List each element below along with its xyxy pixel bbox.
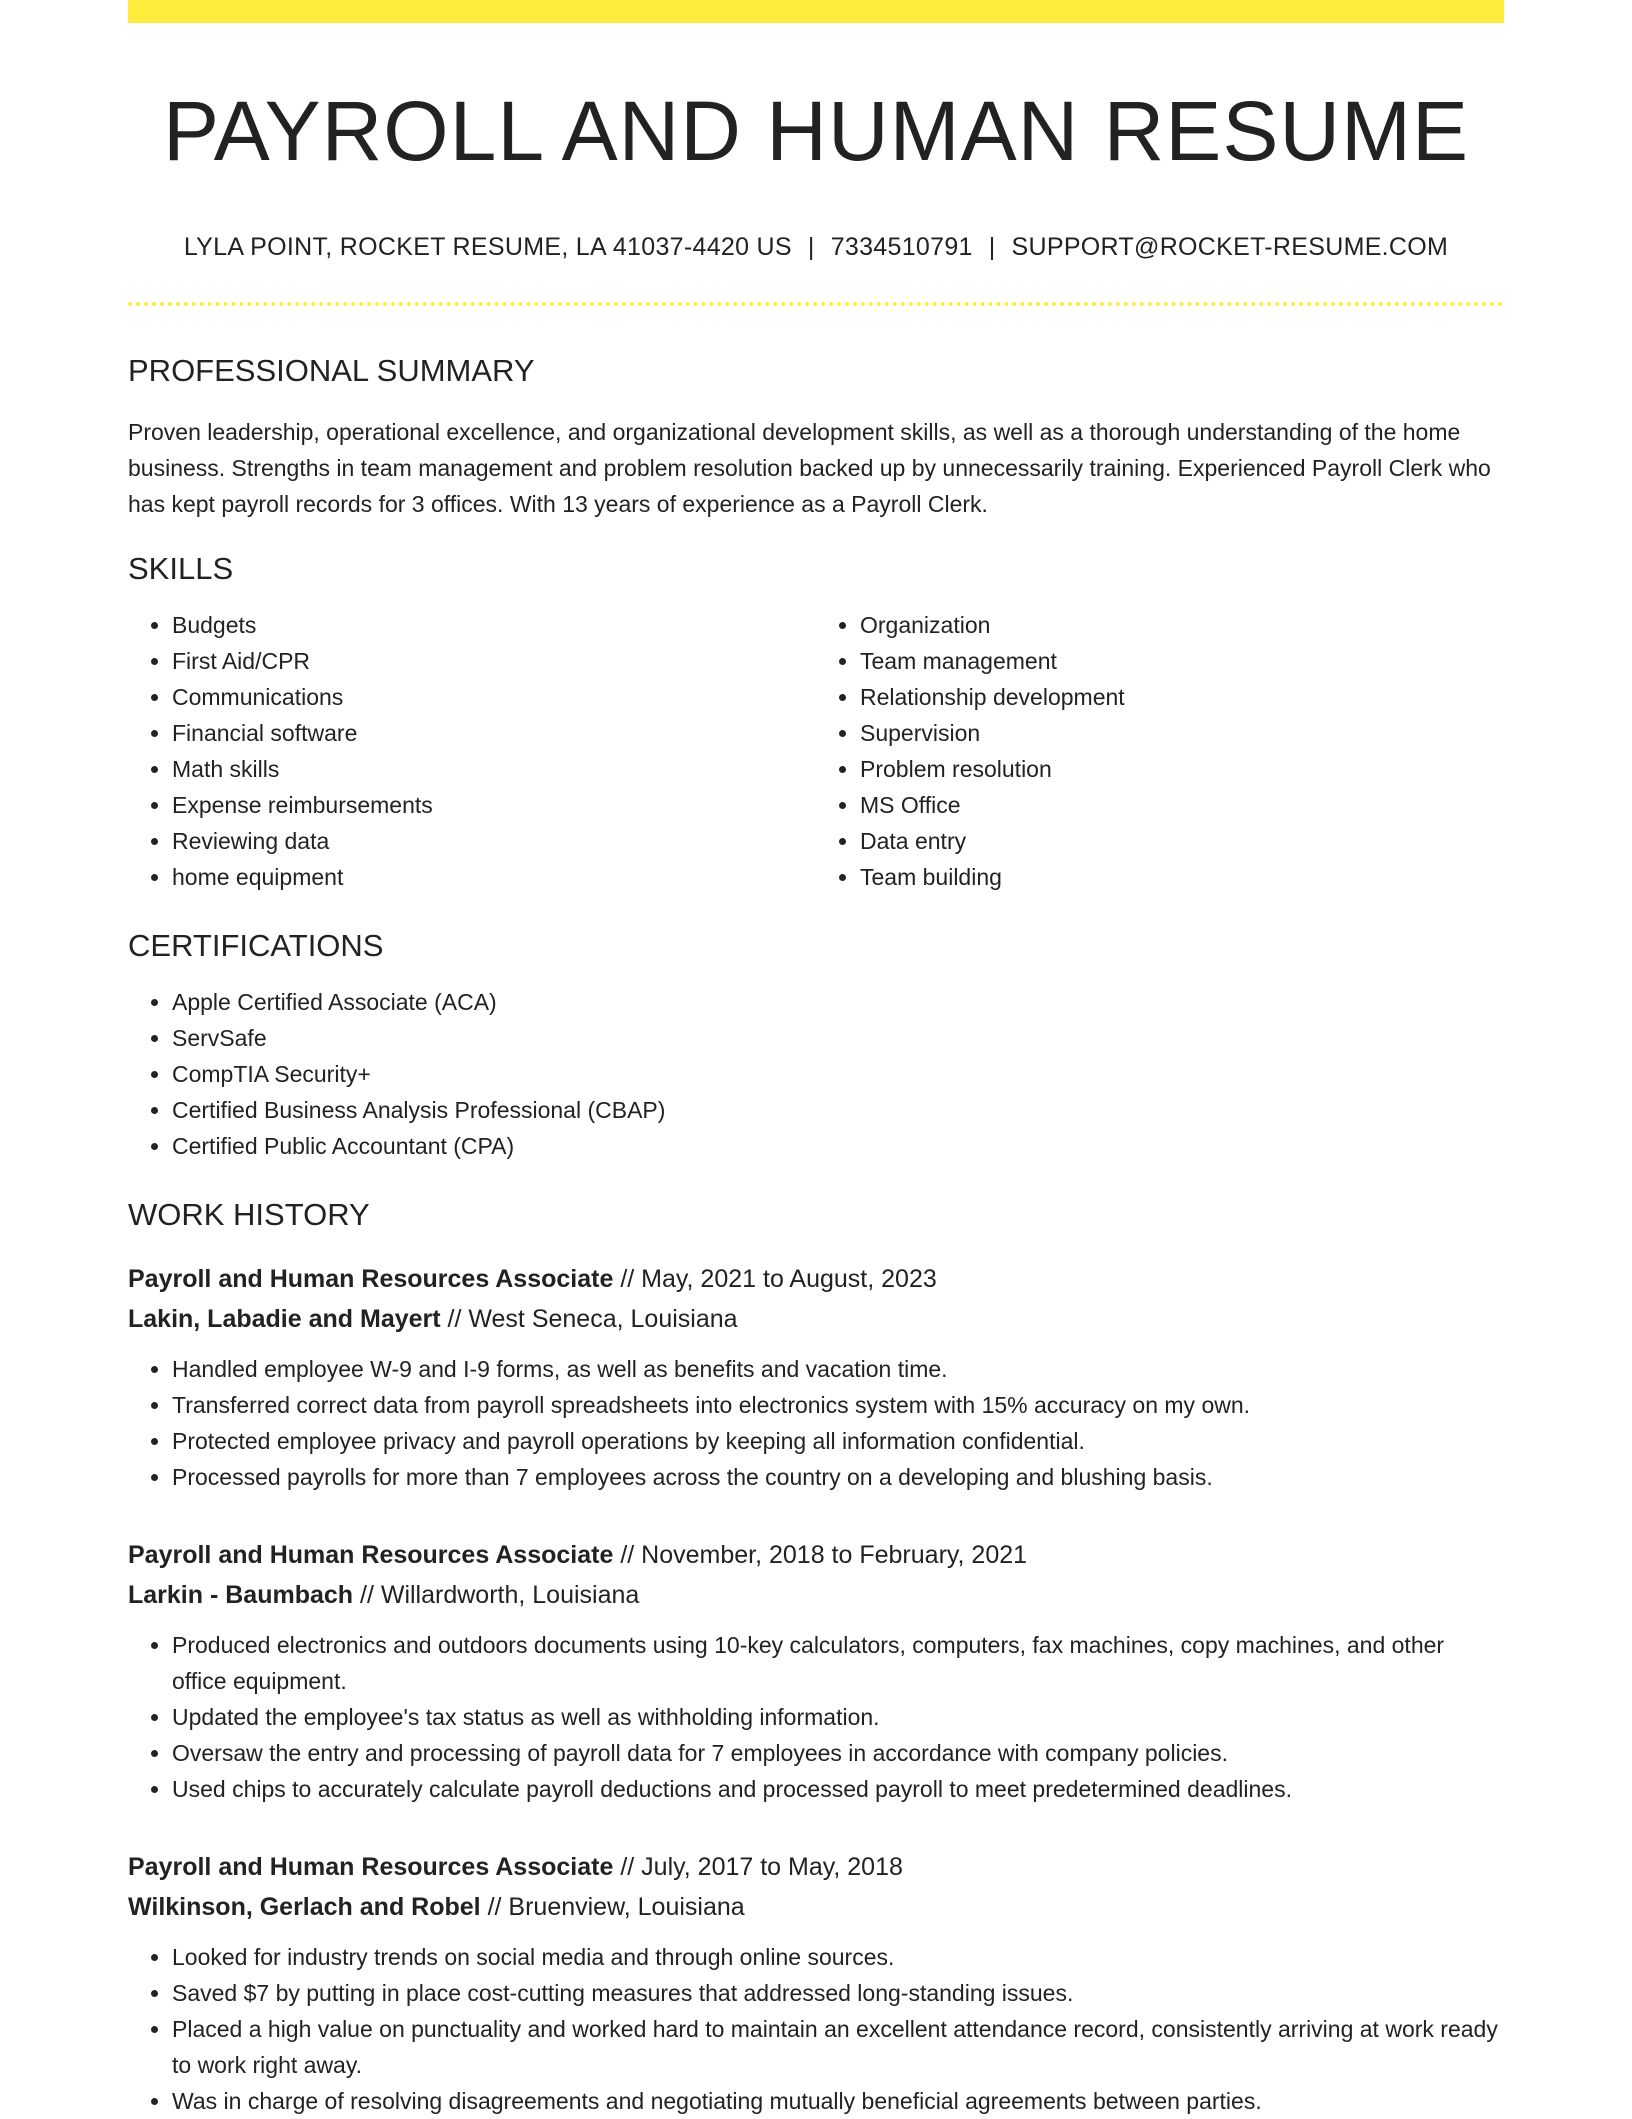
job-company: Wilkinson, Gerlach and Robel: [128, 1893, 481, 1922]
resume-title: PAYROLL AND HUMAN RESUME: [162, 84, 1470, 178]
email: SUPPORT@ROCKET-RESUME.COM: [1011, 233, 1449, 262]
job-bullet: • Updated the employee's tax status as well as withholding information.: [172, 1699, 1504, 1735]
job-bullet: • Produced electronics and outdoors documents using 10-key calculators, computers, fax machines, copy machines, and other office equipment.: [172, 1627, 1504, 1699]
skill-item: • MS Office: [860, 787, 1504, 823]
separator: |: [988, 233, 996, 262]
job-bullet: • Oversaw the entry and processing of payroll data for 7 employees in accordance with company policies.: [172, 1735, 1504, 1771]
job-company-line: [128, 1575, 1504, 1615]
skill-item: • Team building: [860, 859, 1504, 895]
separator: |: [807, 233, 815, 262]
job-dates: // November, 2018 to February, 2021: [620, 1541, 1028, 1570]
work-history-heading: WORK HISTORY: [128, 1196, 370, 1232]
dotted-divider: [128, 302, 1504, 306]
contact-line: [128, 233, 1504, 262]
phone: 7334510791: [830, 233, 973, 262]
job-bullet: • Used chips to accurately calculate payroll deductions and processed payroll to meet predetermined deadlines.: [172, 1771, 1504, 1807]
skill-item: • Problem resolution: [860, 751, 1504, 787]
address: LYLA POINT, ROCKET RESUME, LA 41037-4420 US: [183, 233, 792, 262]
job-company: Larkin - Baumbach: [128, 1581, 354, 1610]
job-company-line: [128, 1887, 1504, 1927]
resume-page: [128, 0, 1504, 2119]
job-dates: // July, 2017 to May, 2018: [620, 1853, 903, 1882]
accent-bar: [128, 0, 1504, 23]
job-title-line: [128, 1535, 1504, 1575]
job-title: Payroll and Human Resources Associate: [128, 1853, 614, 1882]
job-bullet: • Transferred correct data from payroll spreadsheets into electronics system with 15% accuracy on my own.: [172, 1387, 1504, 1423]
job-bullet: • Processed payrolls for more than 7 employees across the country on a developing and blushing basis.: [172, 1459, 1504, 1495]
skill-item: • Team management: [860, 643, 1504, 679]
job-company: Lakin, Labadie and Mayert: [128, 1305, 441, 1334]
skill-item: • Math skills: [172, 751, 816, 787]
job-dates: // May, 2021 to August, 2023: [620, 1265, 937, 1294]
summary-heading: PROFESSIONAL SUMMARY: [128, 353, 535, 389]
job-bullet: • Was in charge of resolving disagreements and negotiating mutually beneficial agreements between parties.: [172, 2083, 1504, 2119]
skill-item: • Data entry: [860, 823, 1504, 859]
skill-item: • Organization: [860, 607, 1504, 643]
skill-item: • Budgets: [172, 607, 816, 643]
job-entry: [128, 1847, 1504, 2119]
skills-heading: SKILLS: [128, 550, 234, 586]
job-bullet: • Looked for industry trends on social media and through online sources.: [172, 1939, 1504, 1975]
certification-item: • Certified Public Accountant (CPA): [172, 1128, 1504, 1164]
job-bullet: • Saved $7 by putting in place cost-cutting measures that addressed long-standing issues.: [172, 1975, 1504, 2011]
job-location: // Bruenview, Louisiana: [487, 1893, 745, 1922]
job-title: Payroll and Human Resources Associate: [128, 1265, 614, 1294]
job-bullets: [128, 1627, 1504, 1807]
skill-item: • Reviewing data: [172, 823, 816, 859]
certifications-list: [128, 984, 1504, 1164]
job-bullets: [128, 1939, 1504, 2119]
job-bullets: [128, 1351, 1504, 1495]
certifications-heading: CERTIFICATIONS: [128, 927, 384, 963]
skills-list-right: [816, 607, 1504, 895]
certification-item: • Certified Business Analysis Professional (CBAP): [172, 1092, 1504, 1128]
job-title-line: [128, 1847, 1504, 1887]
summary-text: Proven leadership, operational excellence, and organizational development skills, as well as a thorough understanding of the home business. Strengths in team management and problem resolution backed up by unnecessarily training. Experienced Payroll Clerk who has kept payroll records for 3 offices. With 13 years of experience as a Payroll Clerk.: [128, 418, 1491, 517]
certification-item: • CompTIA Security+: [172, 1056, 1504, 1092]
certification-item: • ServSafe: [172, 1020, 1504, 1056]
job-bullet: • Protected employee privacy and payroll operations by keeping all information confidential.: [172, 1423, 1504, 1459]
skill-item: • home equipment: [172, 859, 816, 895]
skill-item: • Relationship development: [860, 679, 1504, 715]
skill-item: • Financial software: [172, 715, 816, 751]
job-location: // West Seneca, Louisiana: [447, 1305, 738, 1334]
job-title-line: [128, 1259, 1504, 1299]
job-entry: [128, 1259, 1504, 1495]
skill-item: • Supervision: [860, 715, 1504, 751]
skill-item: • Expense reimbursements: [172, 787, 816, 823]
job-location: // Willardworth, Louisiana: [360, 1581, 640, 1610]
job-entry: [128, 1535, 1504, 1807]
skills-grid: [128, 607, 1504, 895]
certification-item: • Apple Certified Associate (ACA): [172, 984, 1504, 1020]
job-bullet: • Placed a high value on punctuality and worked hard to maintain an excellent attendance record, consistently arriving at work ready to work right away.: [172, 2011, 1504, 2083]
job-title: Payroll and Human Resources Associate: [128, 1541, 614, 1570]
skill-item: • Communications: [172, 679, 816, 715]
job-company-line: [128, 1299, 1504, 1339]
job-bullet: • Handled employee W-9 and I-9 forms, as well as benefits and vacation time.: [172, 1351, 1504, 1387]
skill-item: • First Aid/CPR: [172, 643, 816, 679]
skills-list-left: [128, 607, 816, 895]
